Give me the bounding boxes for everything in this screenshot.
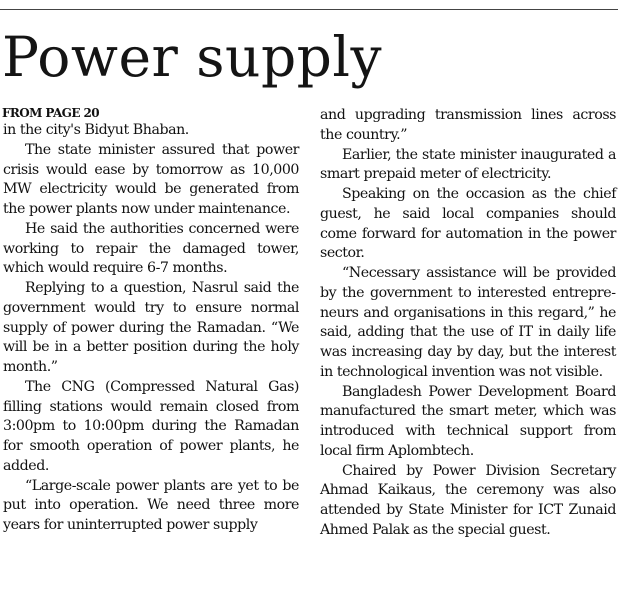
paragraph: The CNG (Compressed Natural Gas) filling stations would remain closed from 3:00pm to 10:00pm during the Ramadan for smooth operation of power plants, he added. xyxy=(3,378,299,474)
paragraph: Bangladesh Power Development Board manufactured the smart meter, which was introduced with technical support from local firm Aplombtech. xyxy=(320,383,616,459)
top-rule xyxy=(0,9,618,10)
paragraph: Replying to a question, Nasrul said the government would try to ensure normal supply of power during the Ramadan. “We will be in a better position during the holy month.” xyxy=(3,280,299,375)
continued-from-label: FROM PAGE 20 xyxy=(2,106,99,120)
paragraph: The state minister assured that power crisis would ease by tomorrow as 10,000 MW electricity would be generated from the power plants now under maintenance. xyxy=(3,141,299,217)
article-column-left xyxy=(3,121,299,536)
paragraph: He said the authorities concerned were working to repair the damaged tower, which would require 6-7 months. xyxy=(3,220,299,277)
paragraph: and upgrading transmission lines across the country.” xyxy=(320,107,616,143)
paragraph: Speaking on the occasion as the chief guest, he said local companies should come forward for automation in the power sector. xyxy=(320,186,616,262)
paragraph: in the city's Bidyut Bhaban. xyxy=(3,122,189,138)
headline: Power supply xyxy=(2,25,383,89)
paragraph: Earlier, the state minister inaugurated a smart prepaid meter of electricity. xyxy=(320,146,616,183)
article-column-right xyxy=(320,106,616,541)
paragraph: Chaired by Power Division Secretary Ahmad Kaikaus, the ceremony was also attended by State Minister for ICT Zunaid Ahmed Palak as the special guest. xyxy=(320,462,616,538)
paragraph: “Large-scale power plants are yet to be put into operation. We need three more years for uninterrupted power supply xyxy=(3,477,299,533)
paragraph: “Necessary assistance will be provided by the government to interested entrepreneurs and organisations in this regard,” he said, adding that the use of IT in daily life was increasing day by day, but the interest in technological invention was not visible. xyxy=(320,265,616,380)
